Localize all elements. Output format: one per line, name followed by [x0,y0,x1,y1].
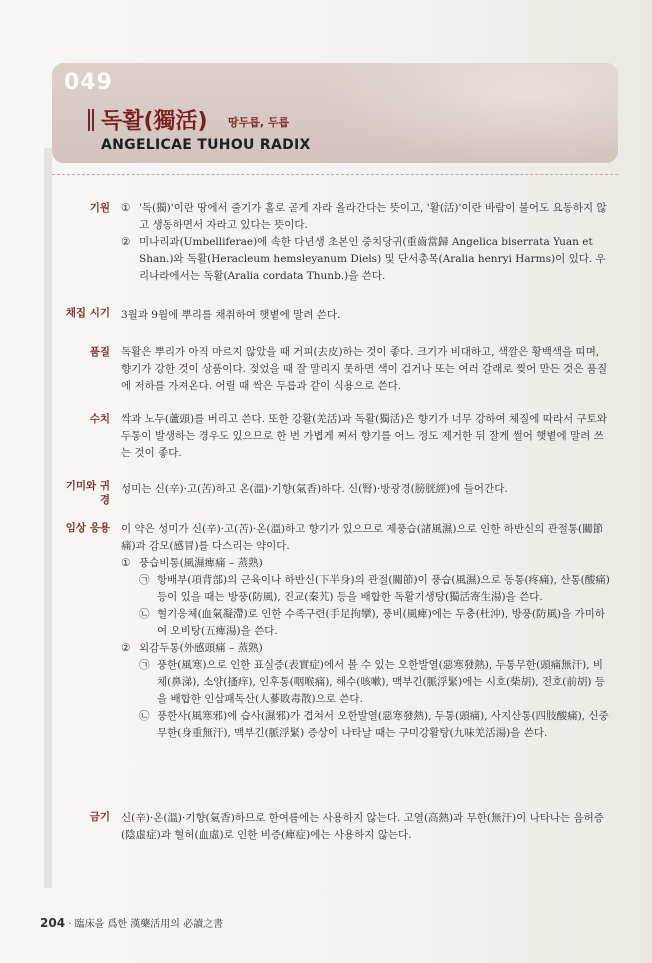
herb-title: 독활(獨活) [101,109,208,134]
book-title: · 臨床을 爲한 漢藥活用의 必讀之書 [68,919,224,930]
herb-common-names: 땅두릅, 두릅 [228,116,290,129]
section-label-clinical: 임상 응용 [65,522,110,534]
clinical-intro: 이 약은 성미가 신(辛)·고(苦)·온(溫)하고 향기가 있으므로 제풍습(諸風濕)으로 인한 하반신의 관절통(關節痛)과 감모(感冒)를 다스리는 약이다. [121,523,604,552]
section-label-nature: 기미와 귀경 [65,480,110,506]
entry-number: 049 [64,70,113,95]
herb-latin-name: ANGELICAE TUHOU RADIX [101,137,311,153]
section-processing: 싹과 노두(蘆頭)를 버리고 쓴다. 또한 강활(羌活)과 독활(獨活)은 향기가 너무 강하여 체질에 따라서 구토와 두통이 발생하는 경우도 있으므로 한 번 가볍게 쪄서 향기를 어느 정도 제거한 뒤 잘게 썰어 햇볕에 말려 쓰는 것이 좋다. [121,413,607,459]
section-contra: 신(辛)·온(溫)·기향(氣香)하므로 한여름에는 사용하지 않는다. 고열(高熱)과 무한(無汗)이 나타나는 음허증(陰虛症)과 혈허(血虛)로 인한 비증(痺症)에는 사용하지 않는다. [121,812,604,841]
page-footer [40,915,223,930]
header-divider [52,174,618,175]
section-clinical [121,521,611,742]
section-label-harvest: 채집 시기 [65,307,110,319]
section-origin [121,200,611,285]
clinical-group-heading: ② 외감두통(外感頭痛 – 蒸熟) [121,642,263,654]
origin-item: ② 미나리과(Umbelliferae)에 속한 다년생 초본인 중치당귀(重齒當歸 Angelica biserrata Yuan et Shan.)와 독활(Heracleum hemsleyanum Diels) 및 단서총목(Aralia henryi Harms)이 있다. 우리나라에서는 독활(Aralia cordata Thunb.)을 쓴다. [121,236,606,282]
title-marker [88,109,94,131]
section-nature: 성미는 신(辛)·고(苦)하고 온(溫)·기향(氣香)하다. 신(腎)·방광경(膀胱經)에 들어간다. [121,483,508,495]
origin-item: ① '독(獨)'이란 땅에서 줄기가 홀로 곧게 자라 올라간다는 뜻이고, '활(活)'이란 바람이 불어도 요동하지 않고 생동하면서 자라고 있다는 뜻이다. [121,202,607,231]
clinical-subitem: ㉠ 풍한(風寒)으로 인한 표실증(表實症)에서 볼 수 있는 오한발열(惡寒發熱), 두통무한(頭痛無汗), 비체(鼻涕), 소양(搔痒), 인후통(咽喉痛), 해수(咳嗽), 맥부긴(脈浮緊)에는 시호(柴胡), 전호(前胡) 등을 배합한 인삼패독산(人蔘敗毒散)으로 쓴다. [139,659,605,705]
page-number: 204 [40,916,66,930]
section-label-processing: 수치 [89,413,110,425]
section-label-origin: 기원 [89,202,110,214]
section-label-contra: 금기 [89,811,110,823]
clinical-subitem: ㉠ 항배부(項背部)의 근육이나 하반신(下半身)의 관절(關節)이 풍습(風濕)으로 동통(疼痛), 산통(酸痛) 등이 있을 때는 방풍(防風), 진교(秦艽) 등을 배합한 독활기생탕(獨活寄生湯)을 쓴다. [139,574,610,603]
section-label-quality: 품질 [89,346,110,358]
page-edge-band [44,148,52,888]
clinical-subitem: ㉡ 혈기응체(血氣凝滯)로 인한 수족구련(手足拘攣), 풍비(風痺)에는 두충(杜沖), 방풍(防風)을 가미하여 오비탕(五痺湯)을 쓴다. [139,608,605,637]
section-harvest: 3월과 9월에 뿌리를 채취하여 햇볕에 말려 쓴다. [121,309,341,321]
clinical-group-heading: ① 풍습비통(風濕痺痛 – 蒸熟) [121,557,263,569]
section-quality: 독활은 뿌리가 아직 마르지 않았을 때 거피(去皮)하는 것이 좋다. 크기가 비대하고, 색깔은 황백색을 띠며, 향기가 강한 것이 상품이다. 젖었을 때 잘 말리지 못하면 색이 검거나 또는 여러 갈래로 찢어 만든 것은 품질에 저하를 가져온다. 어릴 때 싹은 두릅과 같이 식용으로 쓴다. [121,346,608,392]
clinical-subitem: ㉡ 풍한사(風寒邪)에 습사(濕邪)가 겹쳐서 오한발열(惡寒發熱), 두통(頭痛), 사지산통(四肢酸痛), 신중무한(身重無汗), 맥부긴(脈浮緊) 증상이 나타날 때는 구미강활탕(九味羌活湯)을 쓴다. [139,710,609,739]
